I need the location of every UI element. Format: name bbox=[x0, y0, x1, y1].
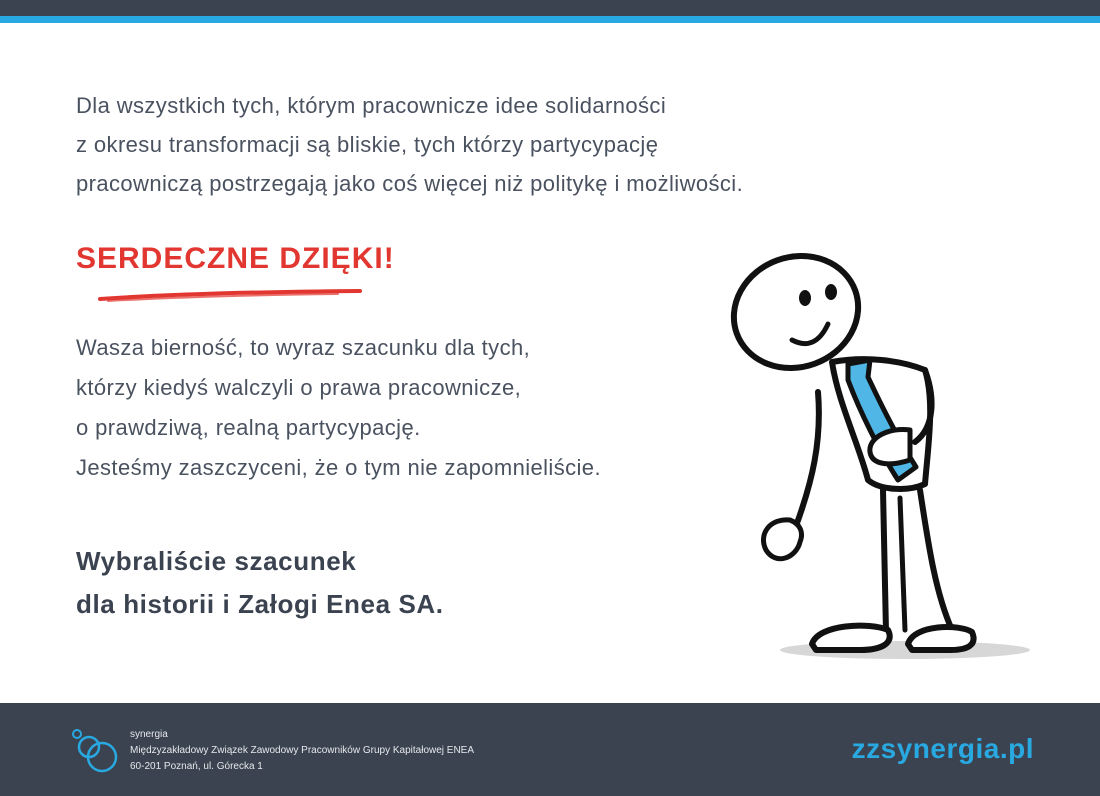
top-bar bbox=[0, 0, 1100, 16]
intro-line: pracowniczą postrzegają jako coś więcej niż politykę i możliwości. bbox=[76, 171, 744, 196]
closing-line: dla historii i Załogi Enea SA. bbox=[76, 589, 444, 619]
figure-leg bbox=[920, 490, 952, 630]
org-name: synergia bbox=[130, 729, 168, 740]
headline: SERDECZNE DZIĘKI! bbox=[76, 242, 395, 275]
organization-info bbox=[130, 727, 474, 775]
intro-line: z okresu transformacji są bliskie, tych którzy partycypację bbox=[76, 132, 659, 157]
figure-eye bbox=[825, 284, 837, 300]
body-paragraph bbox=[76, 328, 716, 488]
figure-leg bbox=[900, 498, 905, 630]
paragraph-line: Jesteśmy zaszczyceni, że o tym nie zapomnieliście. bbox=[76, 455, 601, 480]
closing-line: Wybraliście szacunek bbox=[76, 546, 357, 576]
footer bbox=[0, 703, 1100, 796]
synergia-logo-icon bbox=[70, 725, 122, 777]
brush-underline bbox=[98, 288, 368, 304]
figure-eye bbox=[799, 290, 811, 306]
closing-statement bbox=[76, 540, 444, 626]
intro-text bbox=[76, 86, 956, 203]
figure-foot bbox=[812, 626, 890, 650]
bowing-stick-figure-illustration bbox=[720, 252, 1040, 672]
website-link[interactable]: zzsynergia.pl bbox=[851, 733, 1034, 764]
paragraph-line: Wasza bierność, to wyraz szacunku dla tych, bbox=[76, 335, 531, 360]
figure-arm bbox=[796, 392, 819, 526]
paragraph-line: którzy kiedyś walczyli o prawa pracownicze, bbox=[76, 375, 522, 400]
top-accent-bar bbox=[0, 16, 1100, 23]
figure-leg bbox=[883, 490, 886, 632]
intro-line: Dla wszystkich tych, którym pracownicze idee solidarności bbox=[76, 93, 667, 118]
paragraph-line: o prawdziwą, realną partycypację. bbox=[76, 415, 421, 440]
figure-hand bbox=[763, 520, 801, 559]
org-address: 60-201 Poznań, ul. Górecka 1 bbox=[130, 761, 263, 772]
figure-foot bbox=[908, 627, 974, 650]
org-full-name: Międzyzakładowy Związek Zawodowy Pracowników Grupy Kapitałowej ENEA bbox=[130, 745, 475, 756]
